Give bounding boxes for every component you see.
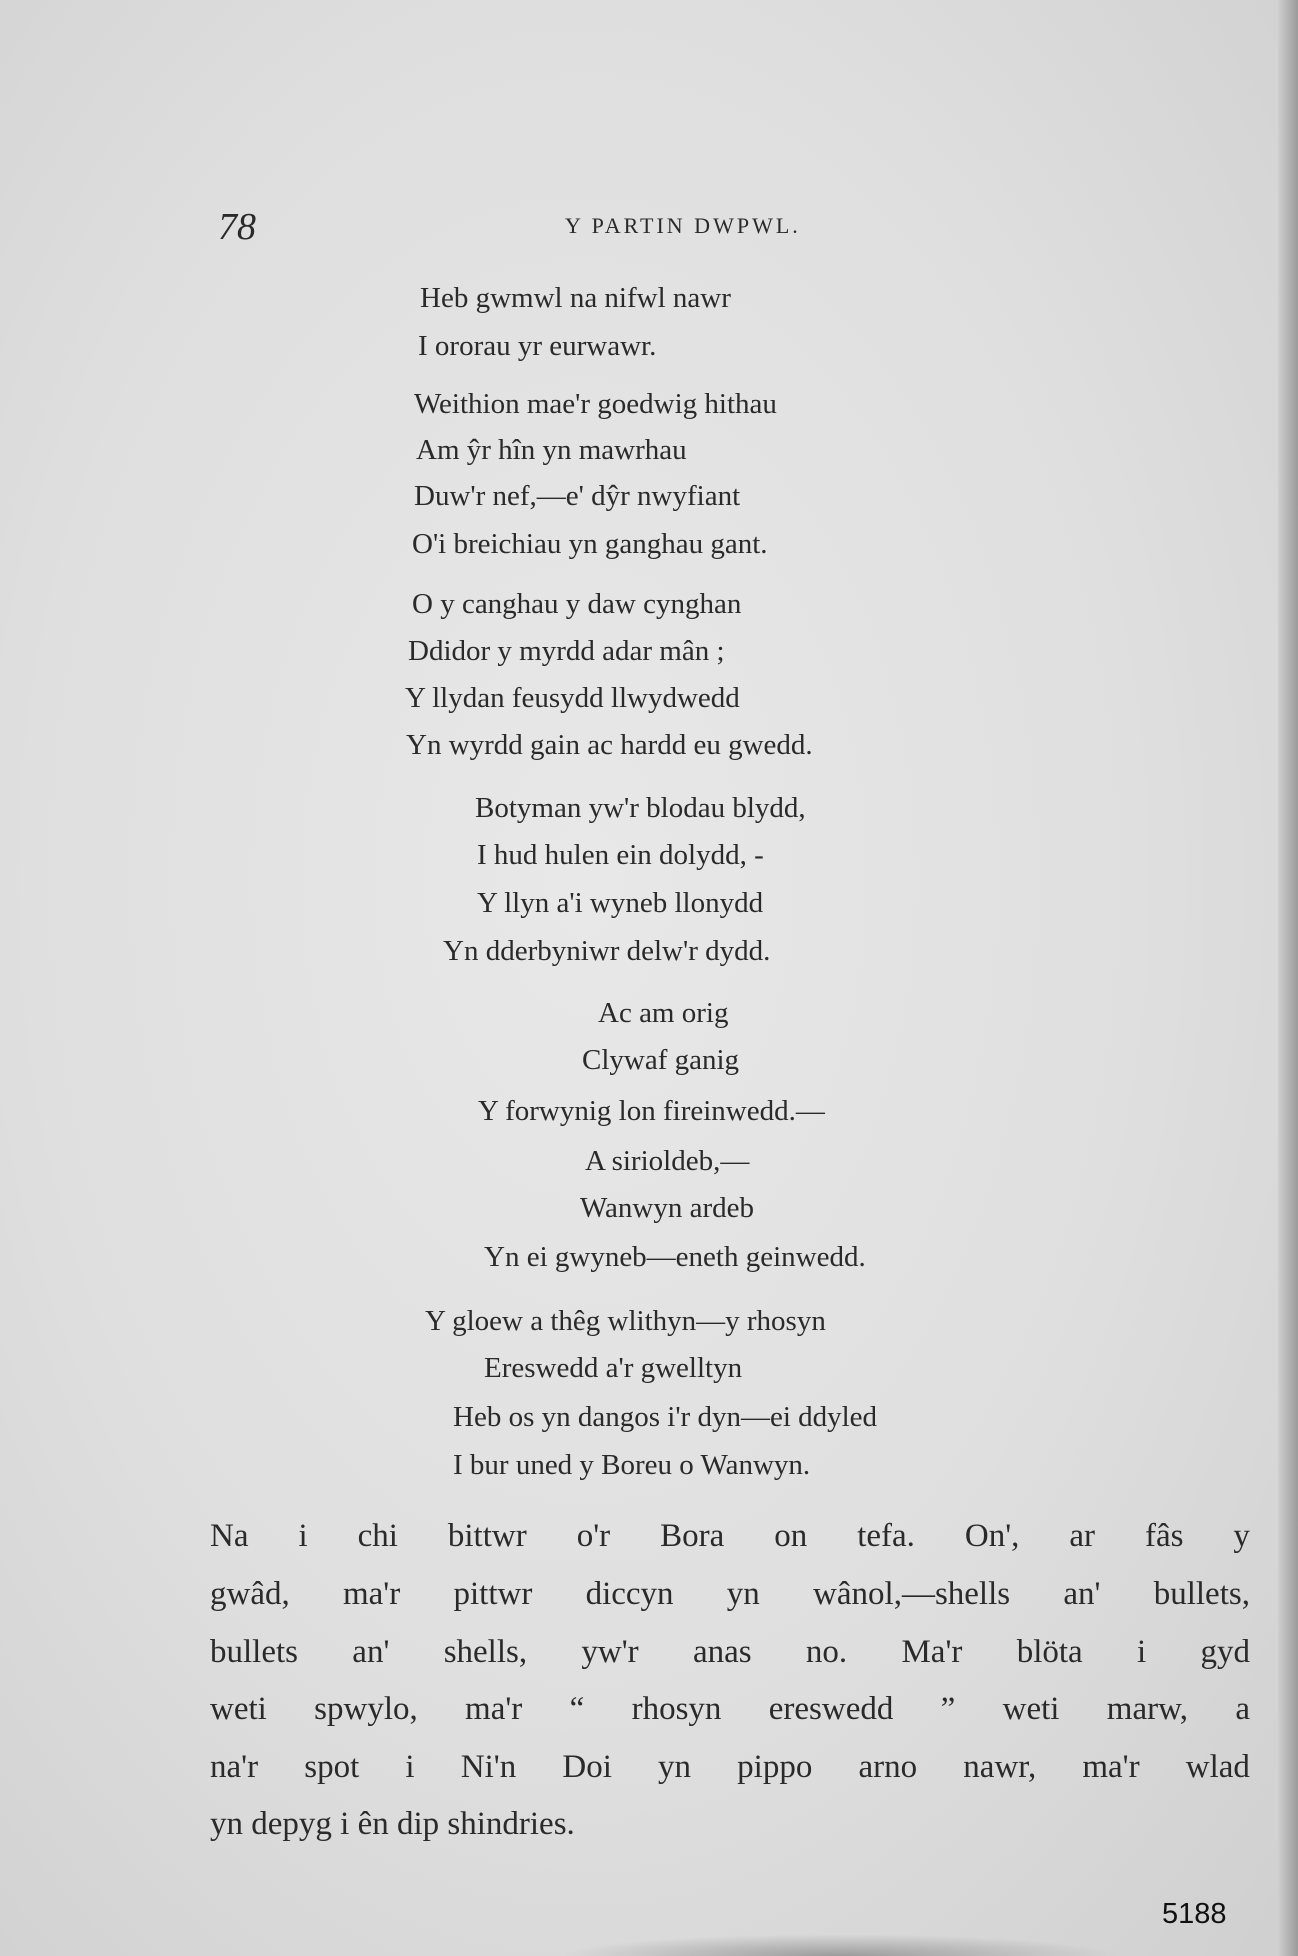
prose-word: i xyxy=(1136,1634,1147,1670)
prose-word: no. xyxy=(805,1634,848,1670)
verse-line: Ac am orig xyxy=(598,997,729,1029)
prose-word: gyd xyxy=(1200,1634,1250,1670)
verse-line: Yn wyrdd gain ac hardd eu gwedd. xyxy=(406,729,813,761)
verse-line: Botyman yw'r blodau blydd, xyxy=(475,792,806,824)
prose-word: ma'r xyxy=(465,1691,523,1727)
prose-word: shells, xyxy=(443,1634,528,1670)
prose-word: Ni'n xyxy=(460,1749,517,1785)
verse-line: O y canghau y daw cynghan xyxy=(412,588,742,620)
prose-word: weti xyxy=(210,1691,267,1727)
prose-word: an' xyxy=(1063,1576,1101,1612)
prose-word: an' xyxy=(352,1634,390,1670)
verse-line: Wanwyn ardeb xyxy=(580,1192,755,1224)
verse-line: Heb os yn dangos i'r dyn—ei ddyled xyxy=(453,1401,878,1433)
verse-line: Clywaf ganig xyxy=(582,1044,740,1076)
verse-line: O'i breichiau yn ganghau gant. xyxy=(412,528,768,560)
prose-word: Bora xyxy=(660,1518,725,1554)
archive-number: 5188 xyxy=(1162,1898,1227,1930)
prose-word: weti xyxy=(1002,1691,1060,1727)
prose-line xyxy=(210,1636,1250,1669)
verse-line: I bur uned y Boreu o Wanwyn. xyxy=(453,1449,811,1481)
prose-word: Na xyxy=(210,1518,249,1554)
prose-word: spwylo, xyxy=(314,1691,418,1727)
prose-word: gwâd, xyxy=(210,1576,290,1612)
prose-word: pippo xyxy=(737,1749,813,1785)
prose-word: bullets xyxy=(210,1634,298,1670)
prose-word: ma'r xyxy=(342,1576,401,1612)
prose-word: ma'r xyxy=(1082,1749,1140,1785)
prose-word: ” xyxy=(940,1691,956,1727)
verse-line: Y gloew a thêg wlithyn—y rhosyn xyxy=(425,1305,826,1337)
prose-word: arno xyxy=(858,1749,918,1785)
prose-line xyxy=(210,1751,1250,1784)
prose-line xyxy=(210,1693,1250,1726)
prose-word: wânol,—shells xyxy=(813,1576,1011,1612)
prose-word: bullets, xyxy=(1153,1576,1250,1612)
prose-word: y xyxy=(1233,1518,1250,1554)
prose-line xyxy=(210,1578,1250,1611)
prose-word: o'r xyxy=(576,1518,611,1554)
prose-line xyxy=(210,1520,1250,1553)
prose-word: yn xyxy=(658,1749,692,1785)
verse-line: I hud hulen ein dolydd, - xyxy=(477,839,764,871)
prose-word: yw'r xyxy=(581,1634,639,1670)
page-edge-shadow xyxy=(1278,0,1298,1956)
page-number: 78 xyxy=(218,206,256,248)
prose-word: Doi xyxy=(562,1749,612,1785)
prose-word: “ xyxy=(569,1691,585,1727)
prose-word: a xyxy=(1235,1691,1250,1727)
verse-line: I ororau yr eurwawr. xyxy=(418,330,657,362)
prose-word: na'r xyxy=(210,1749,259,1785)
prose-word: diccyn xyxy=(585,1576,674,1612)
prose-word: fâs xyxy=(1144,1518,1184,1554)
verse-line: Weithion mae'r goedwig hithau xyxy=(414,388,777,420)
prose-word: yn xyxy=(726,1576,760,1612)
prose-word: i xyxy=(405,1749,415,1785)
prose-word: tefa. xyxy=(857,1518,915,1554)
prose-word: on xyxy=(774,1518,808,1554)
prose-word: chi xyxy=(357,1518,398,1554)
prose-word: On', xyxy=(964,1518,1020,1554)
prose-word: blöta xyxy=(1016,1634,1083,1670)
prose-word: i xyxy=(298,1518,308,1554)
prose-word: ar xyxy=(1069,1518,1095,1554)
verse-line: Yn ei gwyneb—eneth geinwedd. xyxy=(484,1241,866,1273)
prose-word: marw, xyxy=(1106,1691,1189,1727)
running-head: Y PARTIN DWPWL. xyxy=(565,213,801,238)
prose-word: nawr, xyxy=(963,1749,1037,1785)
verse-line: Am ŷr hîn yn mawrhau xyxy=(416,434,687,466)
verse-line: Y forwynig lon fireinwedd.— xyxy=(478,1095,825,1127)
verse-line: Yn dderbyniwr delw'r dydd. xyxy=(443,935,771,967)
verse-line: Duw'r nef,—e' dŷr nwyfiant xyxy=(414,480,741,512)
prose-word: ereswedd xyxy=(768,1691,894,1727)
prose-word: rhosyn xyxy=(631,1691,722,1727)
verse-line: Heb gwmwl na nifwl nawr xyxy=(420,282,731,314)
verse-line: A sirioldeb,— xyxy=(585,1145,750,1177)
prose-word: Ma'r xyxy=(901,1634,963,1670)
prose-word: pittwr xyxy=(453,1576,533,1612)
prose-line-text: yn depyg i ên dip shindries. xyxy=(210,1806,575,1842)
verse-line: Y llyn a'i wyneb llonydd xyxy=(477,887,764,919)
verse-line: Y llydan feusydd llwydwedd xyxy=(405,682,740,714)
page-bottom-shadow xyxy=(560,1934,1120,1956)
prose-word: bittwr xyxy=(447,1518,527,1554)
prose-word: anas xyxy=(692,1634,752,1670)
prose-line xyxy=(210,1808,1250,1841)
prose-word: wlad xyxy=(1185,1749,1250,1785)
verse-line: Ereswedd a'r gwelltyn xyxy=(484,1352,743,1384)
prose-word: spot xyxy=(304,1749,360,1785)
verse-line: Ddidor y myrdd adar mân ; xyxy=(408,635,725,667)
